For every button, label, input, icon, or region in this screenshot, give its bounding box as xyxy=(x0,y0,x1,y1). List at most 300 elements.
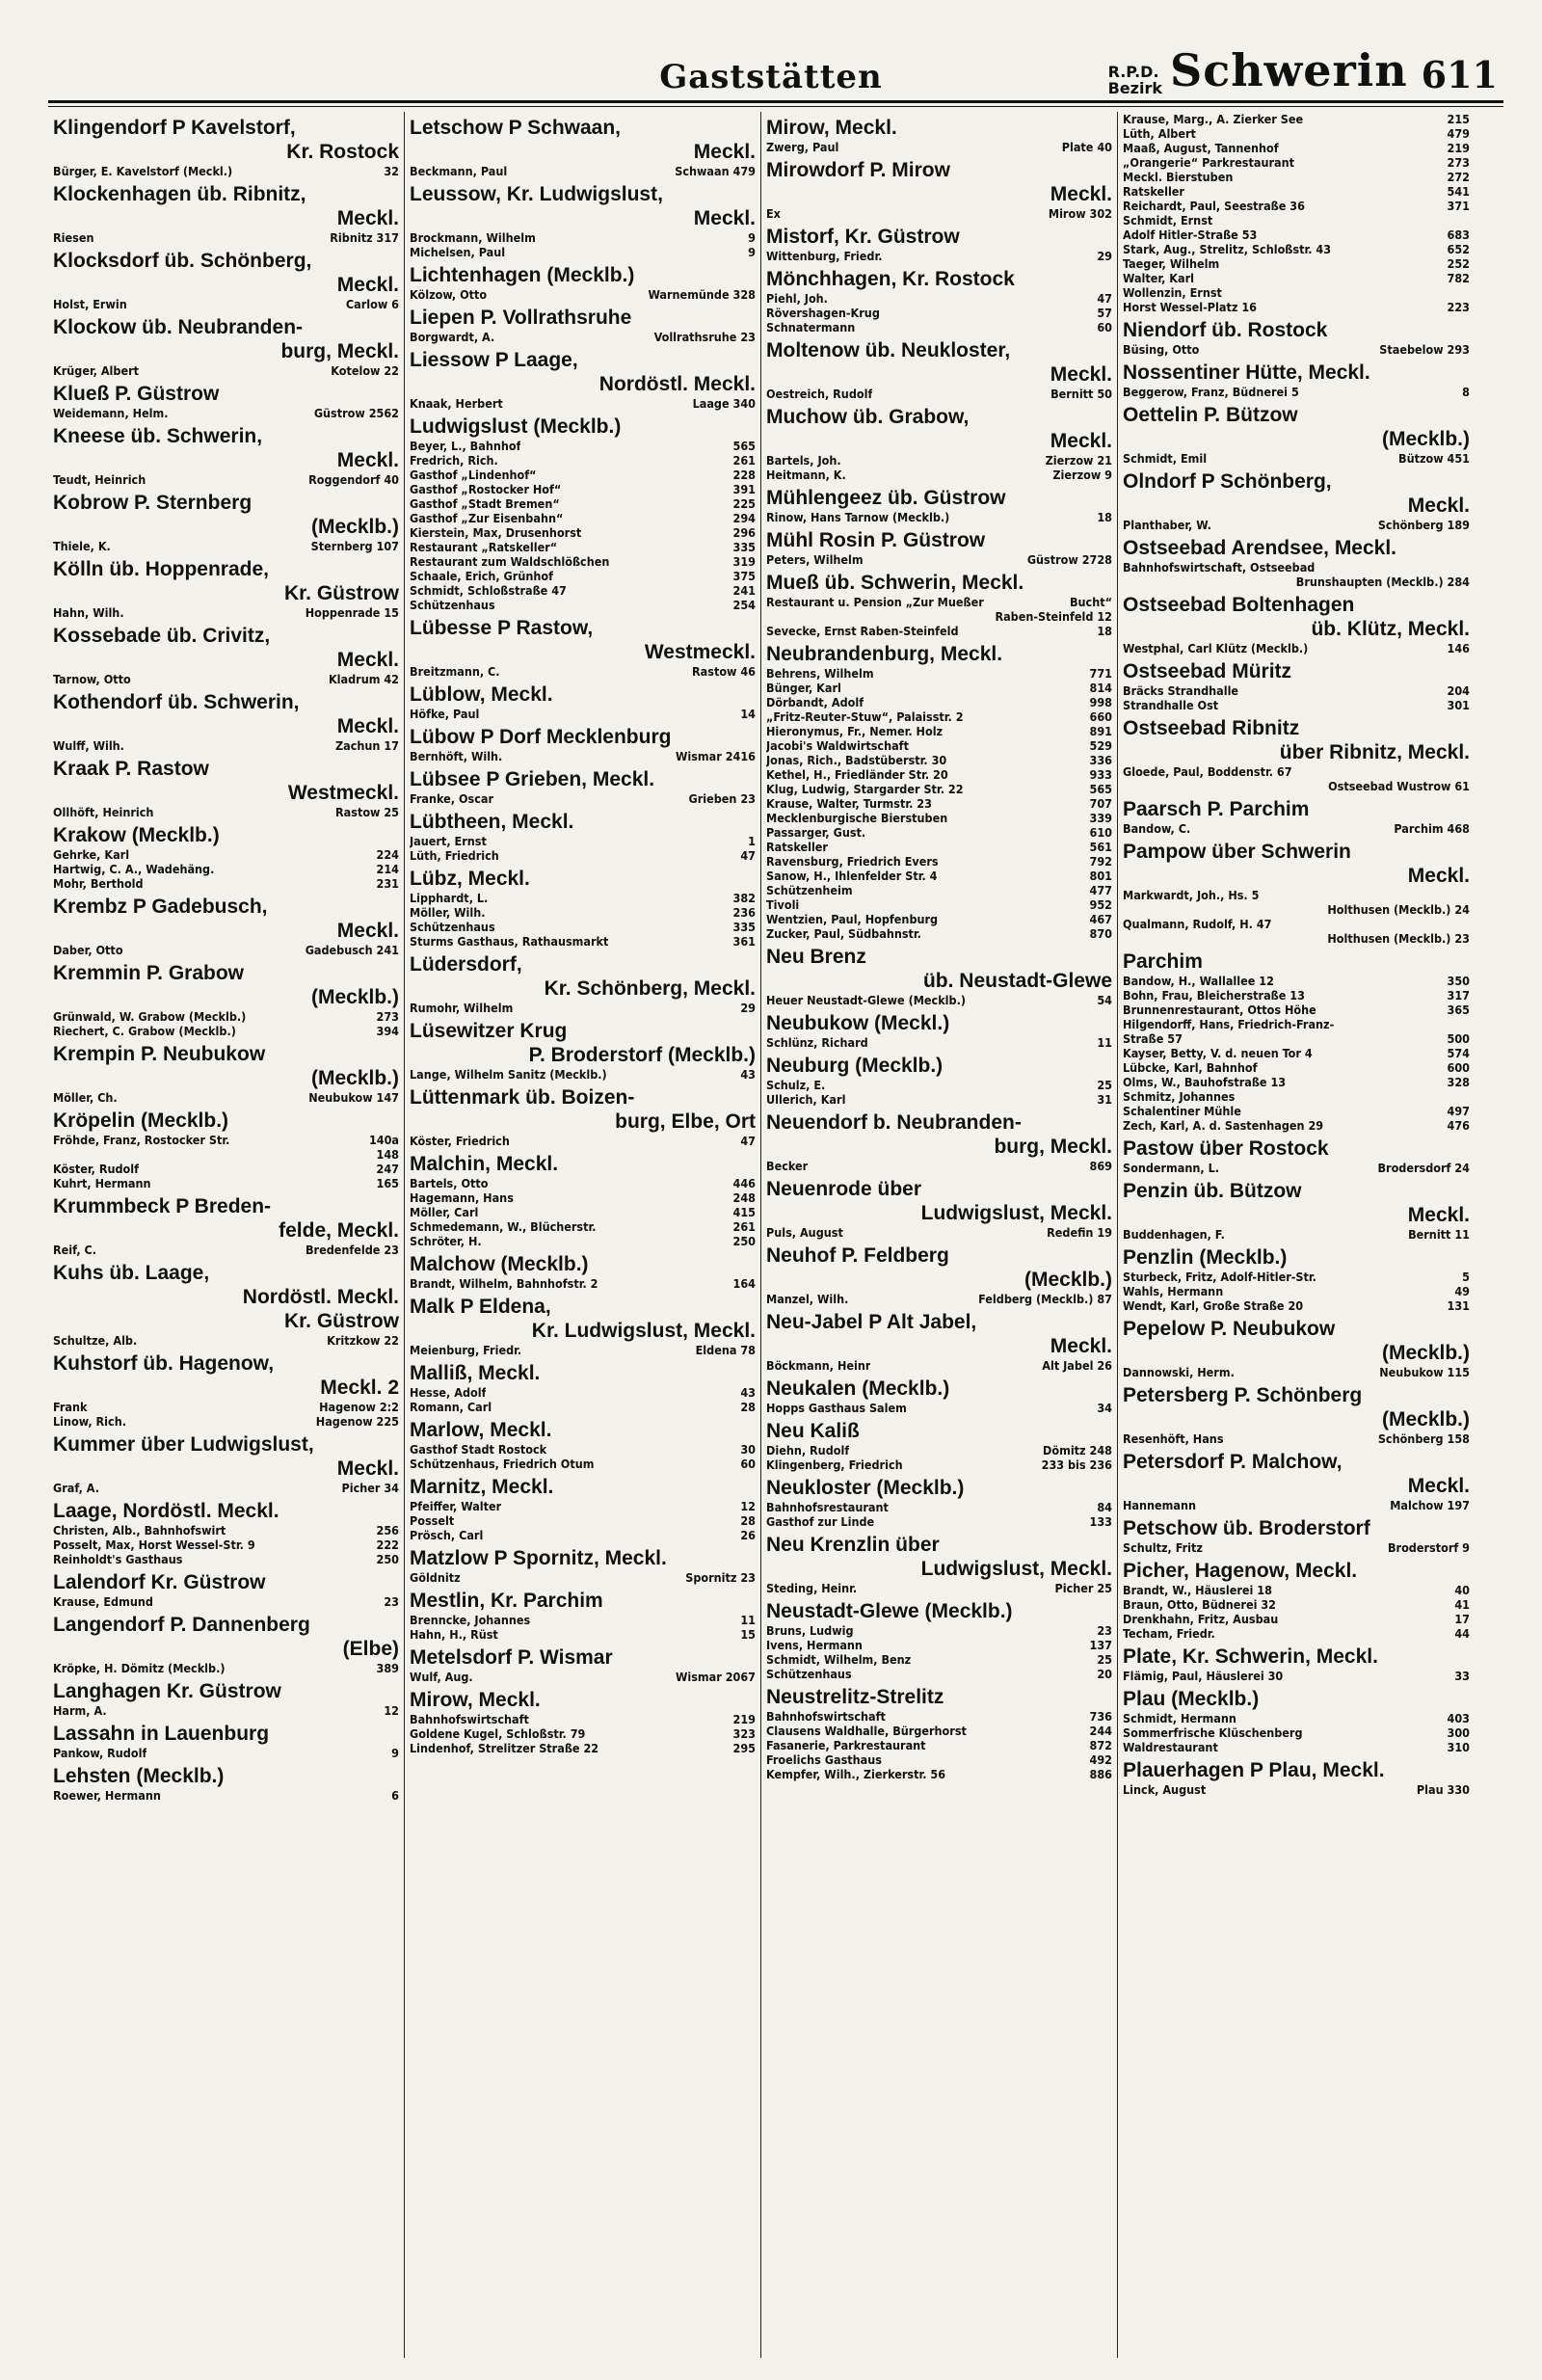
phone-exchange: 248 xyxy=(732,1190,756,1205)
phone-exchange: Broderstorf 9 xyxy=(1387,1540,1470,1555)
establishment-entry xyxy=(410,396,756,411)
establishment-name: Kayser, Betty, V. d. neuen Tor 4 xyxy=(1123,1046,1313,1060)
establishment-entry xyxy=(410,1613,756,1627)
establishment-name: Taeger, Wilhelm xyxy=(1123,256,1220,271)
phone-exchange: 223 xyxy=(1447,300,1470,314)
place-heading-line: Kr. Schönberg, Meckl. xyxy=(544,977,756,1000)
establishment-entry xyxy=(1123,1046,1470,1060)
establishment-entry xyxy=(1123,1075,1470,1089)
establishment-entry xyxy=(53,406,399,420)
phone-exchange: 371 xyxy=(1447,199,1470,213)
establishment-name: Lübcke, Karl, Bahnhof xyxy=(1123,1060,1258,1075)
place-heading xyxy=(410,1645,756,1670)
place-heading xyxy=(53,690,399,738)
establishment-name: Gasthof Stadt Rostock xyxy=(410,1442,547,1457)
establishment-name: Böckmann, Heinr xyxy=(766,1358,871,1373)
place-heading-line: Lübtheen, Meckl. xyxy=(410,811,574,833)
establishment-entry xyxy=(766,811,1112,825)
place-heading xyxy=(410,1546,756,1570)
establishment-name: Köster, Friedrich xyxy=(410,1134,510,1148)
phone-exchange: Bützow 451 xyxy=(1398,451,1470,466)
phone-exchange: 215 xyxy=(1447,112,1470,126)
place-heading-line: Meckl. xyxy=(336,715,399,737)
phone-exchange: 236 xyxy=(732,905,756,920)
phone-exchange: 391 xyxy=(732,482,756,496)
establishment-entry xyxy=(766,912,1112,926)
establishment-name: Stark, Aug., Strelitz, Schloßstr. 43 xyxy=(1123,242,1332,256)
place-heading-line: Meckl. xyxy=(336,449,399,471)
establishment-name: Bandow, C. xyxy=(1123,821,1191,836)
establishment-entry xyxy=(766,1443,1112,1457)
phone-exchange: 500 xyxy=(1447,1031,1470,1046)
place-heading-line: Neuhof P. Feldberg xyxy=(766,1244,949,1267)
establishment-entry xyxy=(1123,285,1470,300)
establishment-name: Schalentiner Mühle xyxy=(1123,1104,1241,1118)
phone-exchange: Rastow 25 xyxy=(335,805,399,819)
establishment-name: Holst, Erwin xyxy=(53,297,127,311)
phone-exchange: Bernitt 11 xyxy=(1408,1227,1470,1242)
place-heading-line: Kr. Rostock xyxy=(286,141,399,163)
place-heading-line: Mueß üb. Schwerin, Meckl. xyxy=(766,572,1024,594)
place-heading xyxy=(766,1533,1112,1581)
establishment-name: Knaak, Herbert xyxy=(410,396,503,411)
place-heading xyxy=(1123,1383,1470,1431)
establishment-entry xyxy=(1123,1612,1470,1626)
phone-exchange: 350 xyxy=(1447,974,1470,988)
page-header xyxy=(39,44,1503,102)
establishment-entry xyxy=(766,796,1112,811)
establishment-name: Dannowski, Herm. xyxy=(1123,1365,1235,1379)
establishment-entry xyxy=(1123,779,1470,793)
place-heading xyxy=(1123,797,1470,821)
place-heading-line: Picher, Hagenow, Meckl. xyxy=(1123,1560,1358,1582)
establishment-entry xyxy=(53,1133,399,1147)
establishment-entry xyxy=(766,1738,1112,1752)
place-heading xyxy=(53,424,399,472)
header-rule-thin xyxy=(48,106,1503,107)
place-heading-line: Neu Krenzlin über xyxy=(766,1534,940,1556)
establishment-entry xyxy=(53,1009,399,1024)
establishment-name: Manzel, Wilh. xyxy=(766,1292,849,1306)
establishment-name: Riesen xyxy=(53,230,94,245)
phone-exchange: 261 xyxy=(732,453,756,468)
establishment-name: Kethel, H., Friedländer Str. 20 xyxy=(766,767,948,782)
establishment-entry xyxy=(410,1741,756,1755)
establishment-entry xyxy=(410,287,756,302)
phone-exchange: 15 xyxy=(740,1627,756,1642)
place-heading-line: (Mecklb.) xyxy=(310,1067,399,1089)
establishment-name: Sanow, H., Ihlenfelder Str. 4 xyxy=(766,869,938,883)
establishment-name: Borgwardt, A. xyxy=(410,330,495,344)
place-heading xyxy=(410,810,756,834)
establishment-name: Drenkhahn, Fritz, Ausbau xyxy=(1123,1612,1279,1626)
place-heading-line: Malchin, Meckl. xyxy=(410,1153,559,1175)
establishment-name: Meienburg, Friedr. xyxy=(410,1343,522,1357)
place-heading xyxy=(1123,1758,1470,1782)
establishment-entry xyxy=(410,791,756,806)
establishment-entry xyxy=(410,1670,756,1684)
establishment-entry xyxy=(766,1035,1112,1050)
place-heading-line: Marlow, Meckl. xyxy=(410,1419,552,1441)
establishment-name: Büsing, Otto xyxy=(1123,342,1200,357)
establishment-entry xyxy=(766,140,1112,154)
phone-exchange: Zierzow 21 xyxy=(1045,453,1112,468)
establishment-name: Peters, Wilhelm xyxy=(766,552,864,567)
phone-exchange xyxy=(1466,1089,1470,1104)
establishment-name: Weidemann, Helm. xyxy=(53,406,169,420)
establishment-name: Schlünz, Richard xyxy=(766,1035,868,1050)
establishment-entry xyxy=(766,1225,1112,1240)
phone-exchange: 20 xyxy=(1097,1667,1112,1681)
establishment-name: Klingenberg, Friedrich xyxy=(766,1457,903,1472)
place-heading-line: Pastow über Rostock xyxy=(1123,1137,1329,1160)
establishment-name: Pfeiffer, Walter xyxy=(410,1499,502,1513)
place-heading-line: Kossebade üb. Crivitz, xyxy=(53,625,271,647)
establishment-name: Graf, A. xyxy=(53,1481,99,1495)
place-heading xyxy=(766,1054,1112,1078)
place-heading-line: Krakow (Mecklb.) xyxy=(53,824,220,846)
establishment-entry xyxy=(766,1500,1112,1514)
place-heading xyxy=(410,306,756,330)
establishment-entry xyxy=(410,330,756,344)
place-heading xyxy=(1123,1179,1470,1227)
establishment-name: Qualmann, Rudolf, H. 47 xyxy=(1123,917,1272,931)
establishment-name: Sondermann, L. xyxy=(1123,1161,1220,1175)
phone-exchange: Holthusen (Mecklb.) 24 xyxy=(1327,902,1470,917)
phone-exchange: Carlow 6 xyxy=(345,297,399,311)
establishment-entry xyxy=(410,834,756,848)
phone-exchange: 541 xyxy=(1447,184,1470,199)
phone-exchange: Hagenow 2:2 xyxy=(319,1400,399,1414)
establishment-entry xyxy=(1123,575,1470,589)
phone-exchange: 219 xyxy=(732,1712,756,1726)
phone-exchange: 54 xyxy=(1097,993,1112,1007)
establishment-name: Adolf Hitler-Straße 53 xyxy=(1123,227,1258,242)
phone-exchange: 335 xyxy=(732,540,756,554)
place-heading-line: Malliß, Meckl. xyxy=(410,1362,541,1384)
establishment-entry xyxy=(410,468,756,482)
place-heading-line: Ludwigslust, Meckl. xyxy=(920,1558,1112,1580)
place-heading xyxy=(410,1295,756,1343)
establishment-name: Maaß, August, Tannenhof xyxy=(1123,141,1279,155)
establishment-entry xyxy=(1123,300,1470,314)
establishment-name: Wentzien, Paul, Hopfenburg xyxy=(766,912,939,926)
establishment-entry xyxy=(1123,242,1470,256)
phone-exchange: 32 xyxy=(384,164,399,178)
phone-exchange: 225 xyxy=(732,496,756,511)
establishment-entry xyxy=(53,1162,399,1176)
place-heading xyxy=(1123,469,1470,518)
phone-exchange: 301 xyxy=(1447,698,1470,712)
place-heading xyxy=(53,182,399,230)
phone-exchange: Wismar 2067 xyxy=(675,1670,756,1684)
phone-exchange: 403 xyxy=(1447,1711,1470,1725)
place-heading xyxy=(1123,1137,1470,1161)
phone-exchange: 47 xyxy=(740,1134,756,1148)
place-heading xyxy=(1123,949,1470,974)
place-heading-line: Neuburg (Mecklb.) xyxy=(766,1055,944,1077)
establishment-name: Bartels, Joh. xyxy=(766,453,841,468)
establishment-entry xyxy=(766,468,1112,482)
phone-exchange: Picher 25 xyxy=(1054,1581,1112,1595)
place-heading-line: Mistorf, Kr. Güstrow xyxy=(766,226,960,248)
establishment-name: Beckmann, Paul xyxy=(410,164,508,178)
place-heading-line: Petersberg P. Schönberg xyxy=(1123,1384,1363,1406)
rpd-text: R.P.D. xyxy=(1107,63,1159,81)
place-heading-line: Neubrandenburg, Meckl. xyxy=(766,643,1003,665)
establishment-entry xyxy=(410,245,756,259)
place-heading xyxy=(766,1177,1112,1225)
phone-exchange: 707 xyxy=(1089,796,1112,811)
phone-exchange: 204 xyxy=(1447,683,1470,698)
phone-exchange: 233 bis 236 xyxy=(1041,1457,1112,1472)
phone-exchange: 9 xyxy=(391,1746,399,1760)
place-heading-line: Mirow, Meckl. xyxy=(766,117,897,139)
establishment-entry xyxy=(410,891,756,905)
phone-exchange: 952 xyxy=(1089,897,1112,912)
phone-exchange: 295 xyxy=(732,1741,756,1755)
establishment-name: Dörbandt, Adolf xyxy=(766,695,864,709)
establishment-entry xyxy=(410,848,756,863)
establishment-name: Froelichs Gasthaus xyxy=(766,1752,882,1767)
place-heading xyxy=(766,1419,1112,1443)
place-heading-line: Meckl. xyxy=(336,1457,399,1480)
establishment-entry xyxy=(1123,170,1470,184)
establishment-entry xyxy=(766,681,1112,695)
establishment-name: Höfke, Paul xyxy=(410,707,480,721)
place-heading-line: Lassahn in Lauenburg xyxy=(53,1723,270,1745)
establishment-name: Beyer, L., Bahnhof xyxy=(410,439,521,453)
phone-exchange: 933 xyxy=(1089,767,1112,782)
establishment-name: Bürger, E. Kavelstorf (Meckl.) xyxy=(53,164,233,178)
establishment-entry xyxy=(1123,184,1470,199)
place-heading xyxy=(53,315,399,363)
place-heading xyxy=(410,1252,756,1276)
place-heading xyxy=(1123,403,1470,451)
phone-exchange: 336 xyxy=(1089,753,1112,767)
place-heading-line: Lalendorf Kr. Güstrow xyxy=(53,1571,266,1593)
phone-exchange: 31 xyxy=(1097,1092,1112,1107)
place-heading xyxy=(53,1194,399,1243)
phone-exchange: 273 xyxy=(376,1009,399,1024)
phone-exchange: 5 xyxy=(1462,1270,1470,1284)
place-heading-line: Lehsten (Mecklb.) xyxy=(53,1765,225,1787)
phone-exchange: 335 xyxy=(732,920,756,934)
place-heading xyxy=(1123,1516,1470,1540)
place-heading-line: Meckl. xyxy=(336,207,399,229)
place-heading xyxy=(1123,1559,1470,1583)
place-heading xyxy=(53,1722,399,1746)
place-heading-line: Liessow P Laage, xyxy=(410,349,578,371)
phone-exchange: 30 xyxy=(740,1442,756,1457)
establishment-name: Schmidt, Schloßstraße 47 xyxy=(410,583,567,598)
place-heading xyxy=(53,1764,399,1788)
establishment-name: Krüger, Albert xyxy=(53,363,140,378)
establishment-name: Sevecke, Ernst Raben-Steinfeld xyxy=(766,624,959,638)
establishment-name: Hesse, Adolf xyxy=(410,1385,487,1400)
phone-exchange: 574 xyxy=(1447,1046,1470,1060)
establishment-entry xyxy=(766,1709,1112,1724)
place-heading-line: Ostseebad Müritz xyxy=(1123,660,1292,682)
establishment-entry xyxy=(410,439,756,453)
establishment-entry xyxy=(1123,888,1470,902)
establishment-name: Diehn, Rudolf xyxy=(766,1443,850,1457)
establishment-name: Fasanerie, Parkrestaurant xyxy=(766,1738,926,1752)
place-heading xyxy=(410,1019,756,1067)
establishment-name: Ivens, Hermann xyxy=(766,1638,863,1652)
establishment-entry xyxy=(410,1343,756,1357)
place-heading-line: Ostseebad Arendsee, Meckl. xyxy=(1123,537,1397,559)
phone-exchange: 771 xyxy=(1089,666,1112,681)
place-heading-line: (Mecklb.) xyxy=(1381,1342,1470,1364)
establishment-name: Grünwald, W. Grabow (Mecklb.) xyxy=(53,1009,247,1024)
establishment-entry xyxy=(410,1190,756,1205)
place-heading-line: Neubukow (Meckl.) xyxy=(766,1012,950,1034)
phone-exchange: 29 xyxy=(1097,249,1112,263)
place-heading-line: Malchow (Mecklb.) xyxy=(410,1253,589,1275)
phone-exchange: Kritzkow 22 xyxy=(327,1333,399,1348)
establishment-name: Reichardt, Paul, Seestraße 36 xyxy=(1123,199,1305,213)
place-heading-line: Kremmin P. Grabow xyxy=(53,962,245,984)
phone-exchange: 241 xyxy=(732,583,756,598)
establishment-entry xyxy=(53,1746,399,1760)
establishment-name: Rövershagen-Krug xyxy=(766,306,880,320)
phone-exchange: 250 xyxy=(376,1552,399,1566)
establishment-name: Kölzow, Otto xyxy=(410,287,488,302)
place-heading xyxy=(53,1109,399,1133)
place-heading xyxy=(1123,361,1470,385)
establishment-name: Rumohr, Wilhelm xyxy=(410,1001,514,1015)
phone-exchange: 25 xyxy=(1097,1078,1112,1092)
place-heading xyxy=(53,624,399,672)
place-heading-line: (Mecklb.) xyxy=(1381,428,1470,450)
place-heading-line: Moltenow üb. Neukloster, xyxy=(766,339,1011,361)
establishment-name: Puls, August xyxy=(766,1225,843,1240)
establishment-entry xyxy=(1123,1104,1470,1118)
phone-exchange: 565 xyxy=(732,439,756,453)
place-heading-line: (Mecklb.) xyxy=(1381,1408,1470,1431)
directory-column xyxy=(48,112,405,2358)
establishment-name: Bartels, Otto xyxy=(410,1176,489,1190)
phone-exchange: 476 xyxy=(1447,1118,1470,1133)
place-heading xyxy=(53,1570,399,1594)
phone-exchange: 869 xyxy=(1089,1159,1112,1173)
establishment-entry xyxy=(410,1219,756,1234)
place-heading xyxy=(1123,840,1470,888)
place-heading-line: Neu-Jabel P Alt Jabel, xyxy=(766,1311,977,1333)
establishment-name: Restaurant u. Pension „Zur Mueßer xyxy=(766,595,984,609)
phone-exchange: Güstrow 2562 xyxy=(313,406,399,420)
establishment-entry xyxy=(53,297,399,311)
establishment-name: Bohn, Frau, Bleicherstraße 13 xyxy=(1123,988,1305,1003)
establishment-entry xyxy=(766,767,1112,782)
phone-exchange: 14 xyxy=(740,707,756,721)
place-heading-line: Petersdorf P. Malchow, xyxy=(1123,1451,1343,1473)
establishment-name: Brunnenrestaurant, Ottos Höhe xyxy=(1123,1003,1316,1017)
establishment-entry xyxy=(410,583,756,598)
establishment-entry xyxy=(410,1457,756,1471)
establishment-entry xyxy=(410,569,756,583)
phone-exchange: Gadebusch 241 xyxy=(305,943,399,957)
place-heading-line: Meckl. 2 xyxy=(320,1377,399,1399)
establishment-entry xyxy=(766,624,1112,638)
place-heading-line: Meckl. xyxy=(1050,183,1112,205)
phone-exchange: 415 xyxy=(732,1205,756,1219)
establishment-entry xyxy=(1123,931,1470,946)
place-heading-line: Marnitz, Meckl. xyxy=(410,1476,554,1498)
phone-exchange xyxy=(1466,1017,1470,1031)
establishment-entry xyxy=(1123,1597,1470,1612)
establishment-entry xyxy=(410,230,756,245)
phone-exchange: 44 xyxy=(1454,1626,1470,1641)
phone-exchange: 250 xyxy=(732,1234,756,1248)
establishment-name: Michelsen, Paul xyxy=(410,245,506,259)
establishment-name: Meckl. Bierstuben xyxy=(1123,170,1234,184)
establishment-name: Bahnhofswirtschaft xyxy=(410,1712,529,1726)
establishment-entry xyxy=(1123,199,1470,213)
place-heading xyxy=(1123,1645,1470,1669)
phone-exchange: 479 xyxy=(1447,126,1470,141)
phone-exchange: Plate 40 xyxy=(1061,140,1112,154)
establishment-name: Steding, Heinr. xyxy=(766,1581,858,1595)
establishment-name: Schützenheim xyxy=(766,883,853,897)
page-number: 611 xyxy=(1421,53,1498,96)
establishment-name: Waldrestaurant xyxy=(1123,1740,1218,1754)
establishment-name: Gehrke, Karl xyxy=(53,847,130,862)
establishment-name: Zech, Karl, A. d. Sastenhagen 29 xyxy=(1123,1118,1324,1133)
place-heading-line: Paarsch P. Parchim xyxy=(1123,798,1310,820)
phone-exchange: Hoppenrade 15 xyxy=(305,605,399,620)
place-heading xyxy=(766,405,1112,453)
place-heading xyxy=(410,725,756,749)
establishment-entry xyxy=(766,1457,1112,1472)
place-heading xyxy=(766,1599,1112,1623)
establishment-name: Schnatermann xyxy=(766,320,856,334)
establishment-entry xyxy=(53,1176,399,1190)
phone-exchange: Dömitz 248 xyxy=(1043,1443,1112,1457)
establishment-entry xyxy=(1123,1540,1470,1555)
phone-exchange: Brunshaupten (Mecklb.) 284 xyxy=(1295,575,1470,589)
place-heading xyxy=(410,1418,756,1442)
place-heading-line: Klingendorf P Kavelstorf, xyxy=(53,117,296,139)
phone-exchange: 57 xyxy=(1097,306,1112,320)
place-heading-line: Kröpelin (Mecklb.) xyxy=(53,1110,229,1132)
place-heading-line: Metelsdorf P. Wismar xyxy=(410,1646,613,1669)
region-block xyxy=(1108,44,1498,96)
place-heading-line: Nossentiner Hütte, Meckl. xyxy=(1123,361,1370,384)
place-heading-line: Muchow üb. Grabow, xyxy=(766,406,970,428)
establishment-name: Kempfer, Wilh., Zierkerstr. 56 xyxy=(766,1767,946,1781)
establishment-name: Beggerow, Franz, Büdnerei 5 xyxy=(1123,385,1299,399)
establishment-entry xyxy=(410,1234,756,1248)
establishment-name: Horst Wessel-Platz 16 xyxy=(1123,300,1257,314)
establishment-entry xyxy=(1123,112,1470,126)
place-heading-line: Plauerhagen P Plau, Meckl. xyxy=(1123,1759,1385,1781)
phone-exchange: 261 xyxy=(732,1219,756,1234)
establishment-entry xyxy=(1123,988,1470,1003)
phone-exchange: Alt Jabel 26 xyxy=(1042,1358,1112,1373)
establishment-name: Piehl, Joh. xyxy=(766,291,828,306)
establishment-entry xyxy=(1123,1031,1470,1046)
phone-exchange: Güstrow 2728 xyxy=(1026,552,1112,567)
phone-exchange: 140a xyxy=(368,1133,399,1147)
establishment-entry xyxy=(1123,1161,1470,1175)
establishment-name: Behrens, Wilhelm xyxy=(766,666,874,681)
place-heading xyxy=(53,557,399,605)
establishment-name: Prösch, Carl xyxy=(410,1528,484,1542)
establishment-entry xyxy=(1123,1431,1470,1446)
phone-exchange: 28 xyxy=(740,1513,756,1528)
